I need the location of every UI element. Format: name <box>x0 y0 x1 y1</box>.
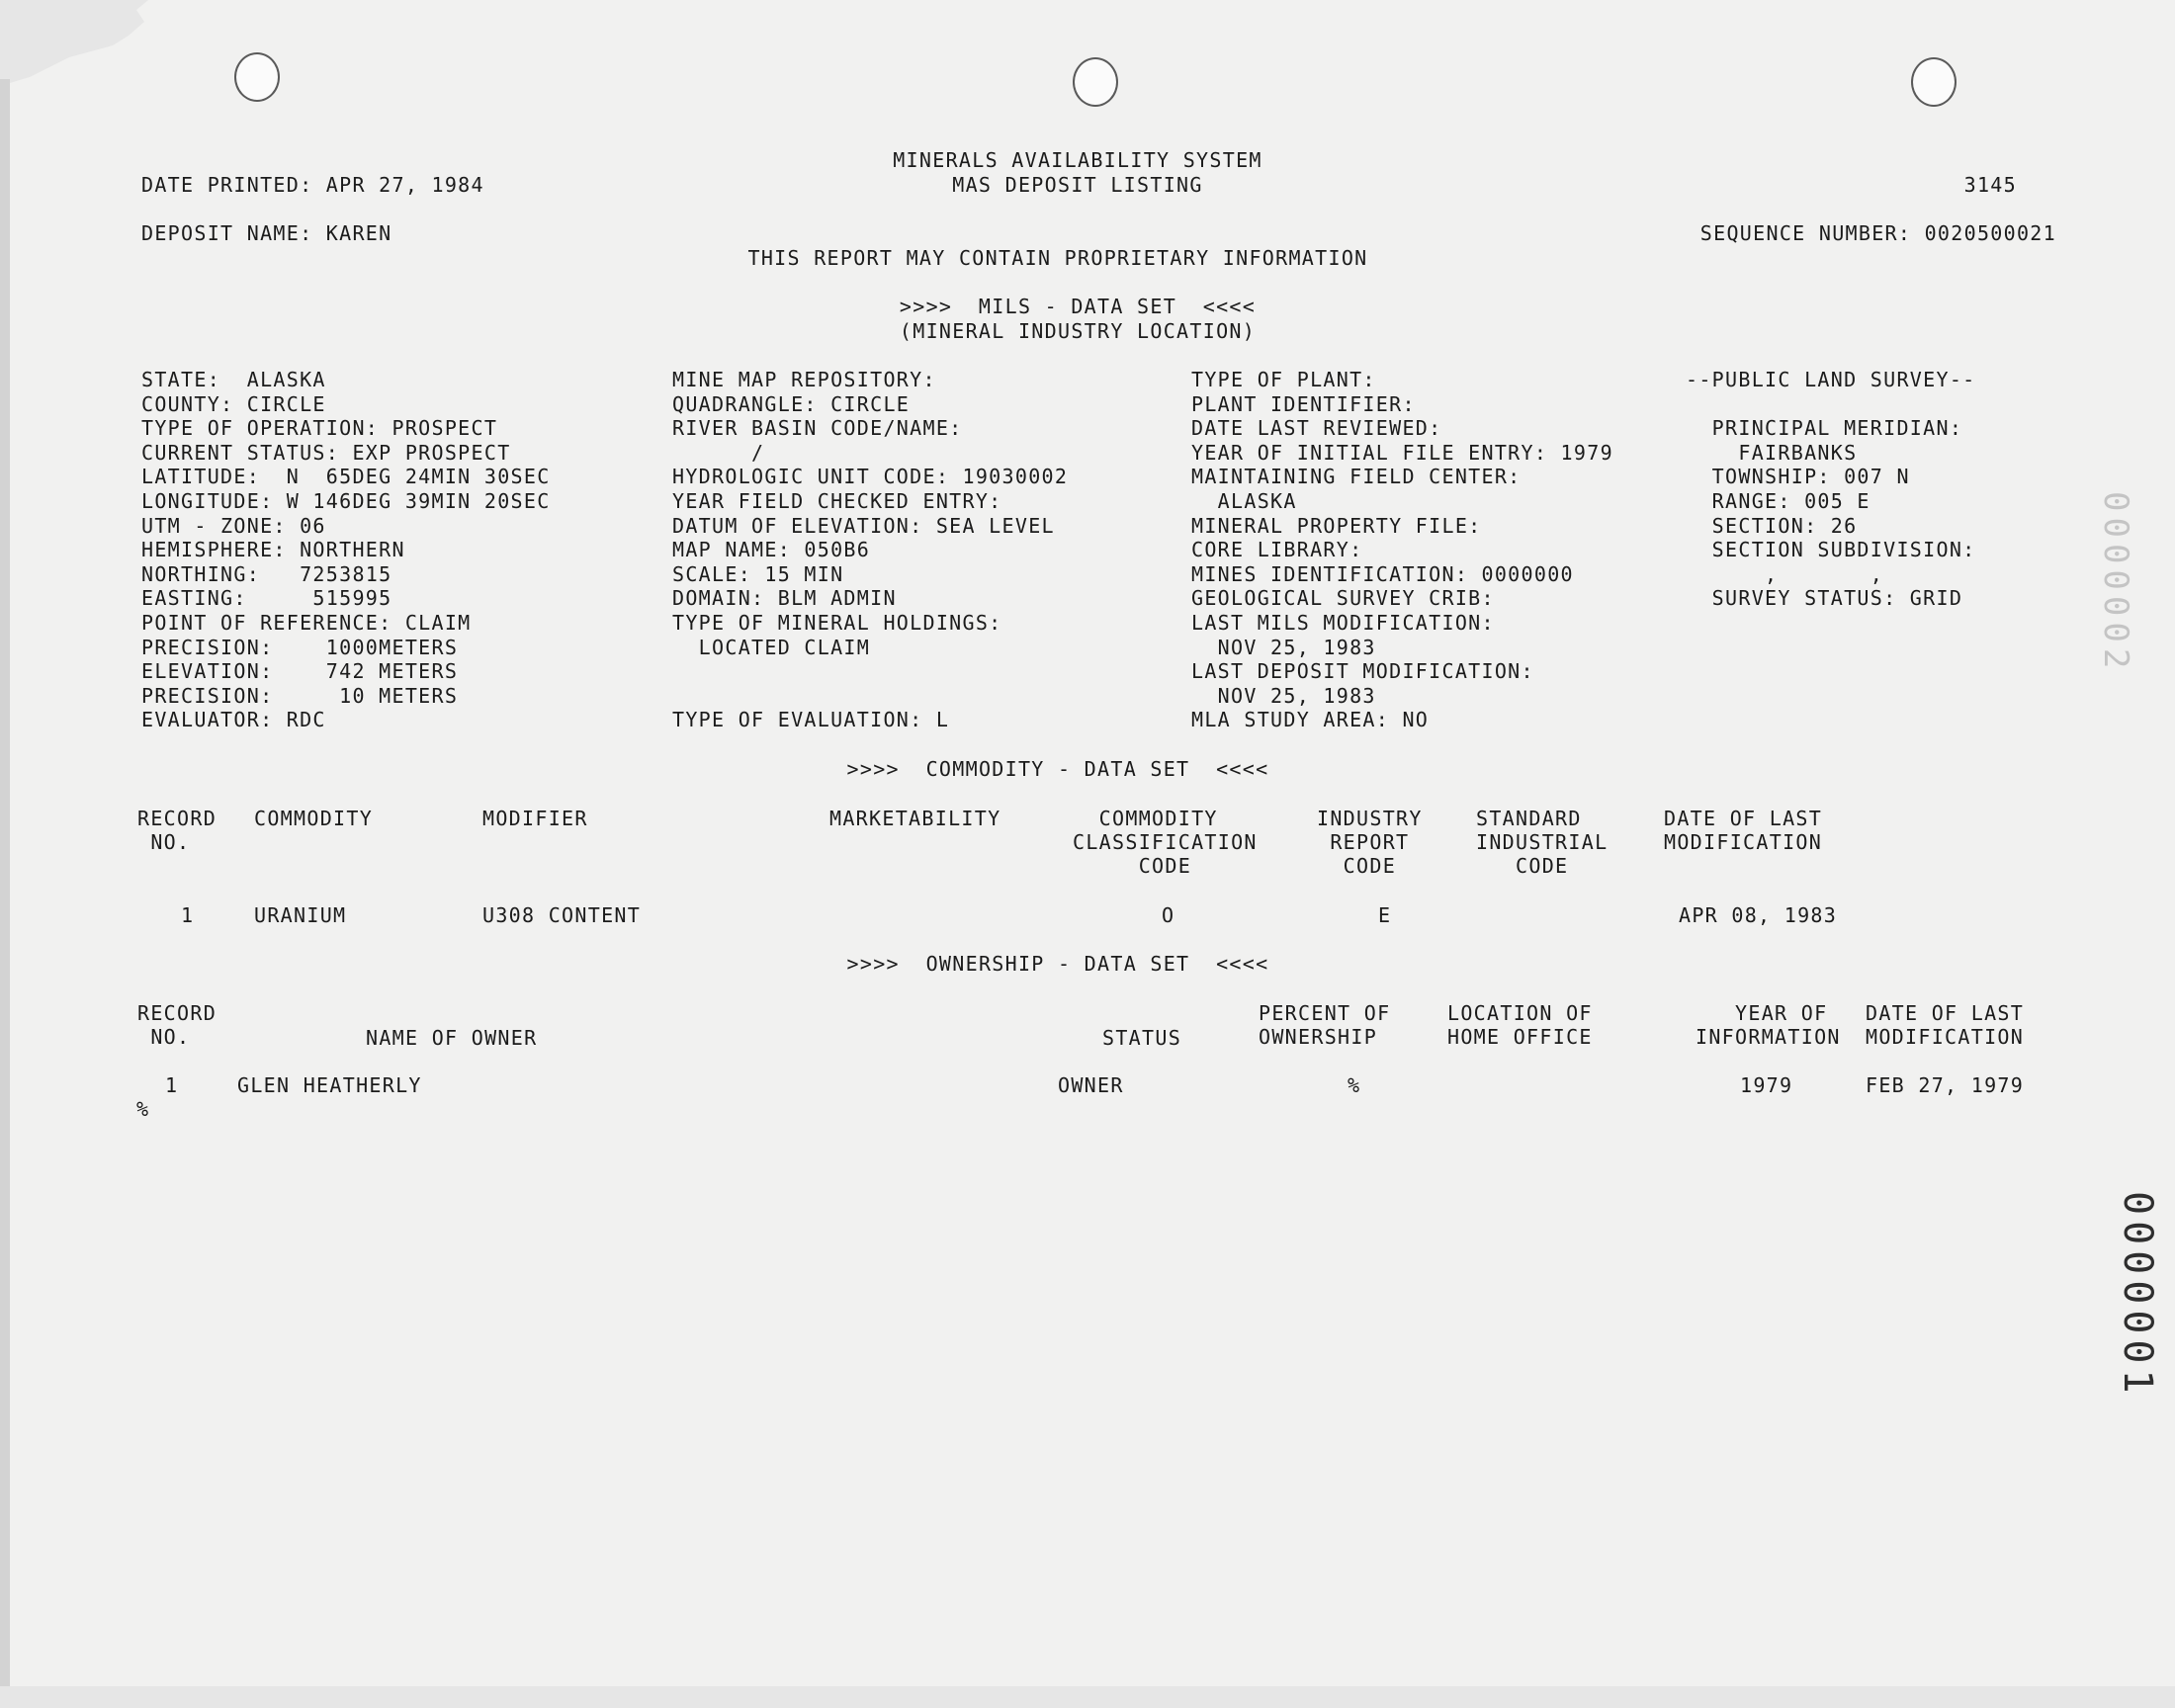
commodity-section-title: >>>> COMMODITY - DATA SET <<<< <box>846 757 1269 781</box>
page-number: 3145 <box>1963 173 2017 197</box>
ownership-header-percent: PERCENT OF OWNERSHIP <box>1259 1001 1391 1049</box>
ownership-percent: % <box>1348 1073 1361 1097</box>
ownership-header-record: RECORD NO. <box>137 1001 218 1049</box>
mils-file-line: DATE LAST REVIEWED: <box>1191 416 1442 440</box>
public-land-survey-line: SURVEY STATUS: GRID <box>1686 586 1963 610</box>
page-edge-shadow <box>0 79 10 1686</box>
commodity-header-commodity: COMMODITY <box>254 807 374 830</box>
mils-location-line: TYPE OF OPERATION: PROSPECT <box>141 416 498 440</box>
ownership-trailer: % <box>136 1097 150 1121</box>
ownership-header-year: YEAR OF INFORMATION <box>1696 1001 1841 1049</box>
ownership-modified-date: FEB 27, 1979 <box>1866 1073 2025 1097</box>
mils-location-line: PRECISION: 1000METERS <box>141 636 459 659</box>
ownership-section-title: >>>> OWNERSHIP - DATA SET <<<< <box>846 952 1269 976</box>
commodity-header-modified: DATE OF LAST MODIFICATION <box>1664 807 1823 854</box>
torn-corner <box>10 0 168 89</box>
mils-location-line: EASTING: 515995 <box>141 586 392 610</box>
sequence-number: SEQUENCE NUMBER: 0020500021 <box>1699 221 2056 245</box>
system-title: MINERALS AVAILABILITY SYSTEM <box>893 148 1262 172</box>
commodity-header-modifier: MODIFIER <box>482 807 588 830</box>
ownership-header-owner: NAME OF OWNER <box>366 1026 538 1050</box>
commodity-record-no: 1 <box>181 903 195 927</box>
margin-stamp-lower: 0000001 <box>2115 1191 2160 1400</box>
punch-hole-center <box>1073 57 1118 107</box>
mils-file-line: MLA STUDY AREA: NO <box>1191 708 1430 731</box>
mils-location-line: LATITUDE: N 65DEG 24MIN 30SEC <box>141 465 551 488</box>
mils-file-line: LAST MILS MODIFICATION: <box>1191 611 1495 635</box>
owner-status: OWNER <box>1058 1073 1124 1097</box>
margin-stamp-upper: 0000002 <box>2096 491 2135 675</box>
commodity-classification-code: O <box>1162 903 1175 927</box>
mils-location-line: COUNTY: CIRCLE <box>141 392 326 416</box>
mils-file-line: MINES IDENTIFICATION: 0000000 <box>1191 562 1574 586</box>
commodity-header-marketability: MARKETABILITY <box>829 807 1001 830</box>
mils-map-line: HYDROLOGIC UNIT CODE: 19030002 <box>672 465 1069 488</box>
mils-location-line: STATE: ALASKA <box>141 368 326 391</box>
mils-location-line: UTM - ZONE: 06 <box>141 514 326 538</box>
report-sheet <box>10 0 2175 1686</box>
public-land-survey-line: FAIRBANKS <box>1686 441 1858 465</box>
mils-map-line: MAP NAME: 050B6 <box>672 538 871 561</box>
mils-map-line: SCALE: 15 MIN <box>672 562 844 586</box>
commodity-industry-code: E <box>1378 903 1392 927</box>
punch-hole-right <box>1911 57 1957 107</box>
ownership-header-location: LOCATION OF HOME OFFICE <box>1447 1001 1593 1049</box>
punch-hole-left <box>234 52 280 102</box>
mils-location-line: POINT OF REFERENCE: CLAIM <box>141 611 472 635</box>
mils-location-line: LONGITUDE: W 146DEG 39MIN 20SEC <box>141 489 551 513</box>
mils-map-line: RIVER BASIN CODE/NAME: <box>672 416 963 440</box>
mils-map-line: TYPE OF MINERAL HOLDINGS: <box>672 611 1002 635</box>
public-land-survey-line: TOWNSHIP: 007 N <box>1686 465 1910 488</box>
mils-location-line: HEMISPHERE: NORTHERN <box>141 538 405 561</box>
mils-location-line: CURRENT STATUS: EXP PROSPECT <box>141 441 511 465</box>
mils-map-line: QUADRANGLE: CIRCLE <box>672 392 911 416</box>
mils-map-line: DOMAIN: BLM ADMIN <box>672 586 897 610</box>
commodity-modified-date: APR 08, 1983 <box>1679 903 1838 927</box>
commodity-header-classification: COMMODITY CLASSIFICATION CODE <box>1073 807 1258 878</box>
mils-location-line: PRECISION: 10 METERS <box>141 684 459 708</box>
owner-name: GLEN HEATHERLY <box>237 1073 422 1097</box>
mils-location-line: ELEVATION: 742 METERS <box>141 659 459 683</box>
mils-map-line: LOCATED CLAIM <box>672 636 871 659</box>
mils-map-line: TYPE OF EVALUATION: L <box>672 708 950 731</box>
date-printed: DATE PRINTED: APR 27, 1984 <box>141 173 484 197</box>
mils-map-line: / <box>672 441 765 465</box>
listing-title: MAS DEPOSIT LISTING <box>952 173 1203 197</box>
mils-map-line: YEAR FIELD CHECKED ENTRY: <box>672 489 1002 513</box>
ownership-header-modified: DATE OF LAST MODIFICATION <box>1866 1001 2025 1049</box>
commodity-header-record: RECORD NO. <box>137 807 218 854</box>
mils-file-line: PLANT IDENTIFIER: <box>1191 392 1416 416</box>
mils-file-line: YEAR OF INITIAL FILE ENTRY: 1979 <box>1191 441 1613 465</box>
mils-file-line: CORE LIBRARY: <box>1191 538 1363 561</box>
public-land-survey-line: SECTION SUBDIVISION: <box>1686 538 1976 561</box>
mils-file-line: MINERAL PROPERTY FILE: <box>1191 514 1482 538</box>
commodity-header-industry: INDUSTRY REPORT CODE <box>1317 807 1423 878</box>
public-land-survey-line: , , <box>1686 562 1884 586</box>
mils-location-line: EVALUATOR: RDC <box>141 708 326 731</box>
mils-section-subtitle: (MINERAL INDUSTRY LOCATION) <box>899 319 1257 343</box>
commodity-name: URANIUM <box>254 903 347 927</box>
ownership-year: 1979 <box>1740 1073 1793 1097</box>
mils-file-line: NOV 25, 1983 <box>1191 636 1376 659</box>
mils-file-line: GEOLOGICAL SURVEY CRIB: <box>1191 586 1495 610</box>
proprietary-notice: THIS REPORT MAY CONTAIN PROPRIETARY INFORMATION <box>747 246 1368 270</box>
mils-file-line: ALASKA <box>1191 489 1297 513</box>
mils-file-line: TYPE OF PLANT: <box>1191 368 1376 391</box>
commodity-modifier: U308 CONTENT <box>482 903 642 927</box>
mils-section-title: >>>> MILS - DATA SET <<<< <box>899 295 1257 318</box>
mils-file-line: NOV 25, 1983 <box>1191 684 1376 708</box>
public-land-survey-line: --PUBLIC LAND SURVEY-- <box>1686 368 1976 391</box>
mils-file-line: MAINTAINING FIELD CENTER: <box>1191 465 1522 488</box>
ownership-header-status: STATUS <box>1102 1026 1182 1050</box>
ownership-record-no: 1 <box>165 1073 179 1097</box>
mils-file-line: LAST DEPOSIT MODIFICATION: <box>1191 659 1534 683</box>
public-land-survey-line: SECTION: 26 <box>1686 514 1858 538</box>
commodity-header-sic: STANDARD INDUSTRIAL CODE <box>1476 807 1609 878</box>
deposit-name: DEPOSIT NAME: KAREN <box>141 221 392 245</box>
mils-location-line: NORTHING: 7253815 <box>141 562 392 586</box>
mils-map-line: DATUM OF ELEVATION: SEA LEVEL <box>672 514 1055 538</box>
public-land-survey-line: RANGE: 005 E <box>1686 489 1870 513</box>
mils-map-line: MINE MAP REPOSITORY: <box>672 368 936 391</box>
public-land-survey-line: PRINCIPAL MERIDIAN: <box>1686 416 1963 440</box>
